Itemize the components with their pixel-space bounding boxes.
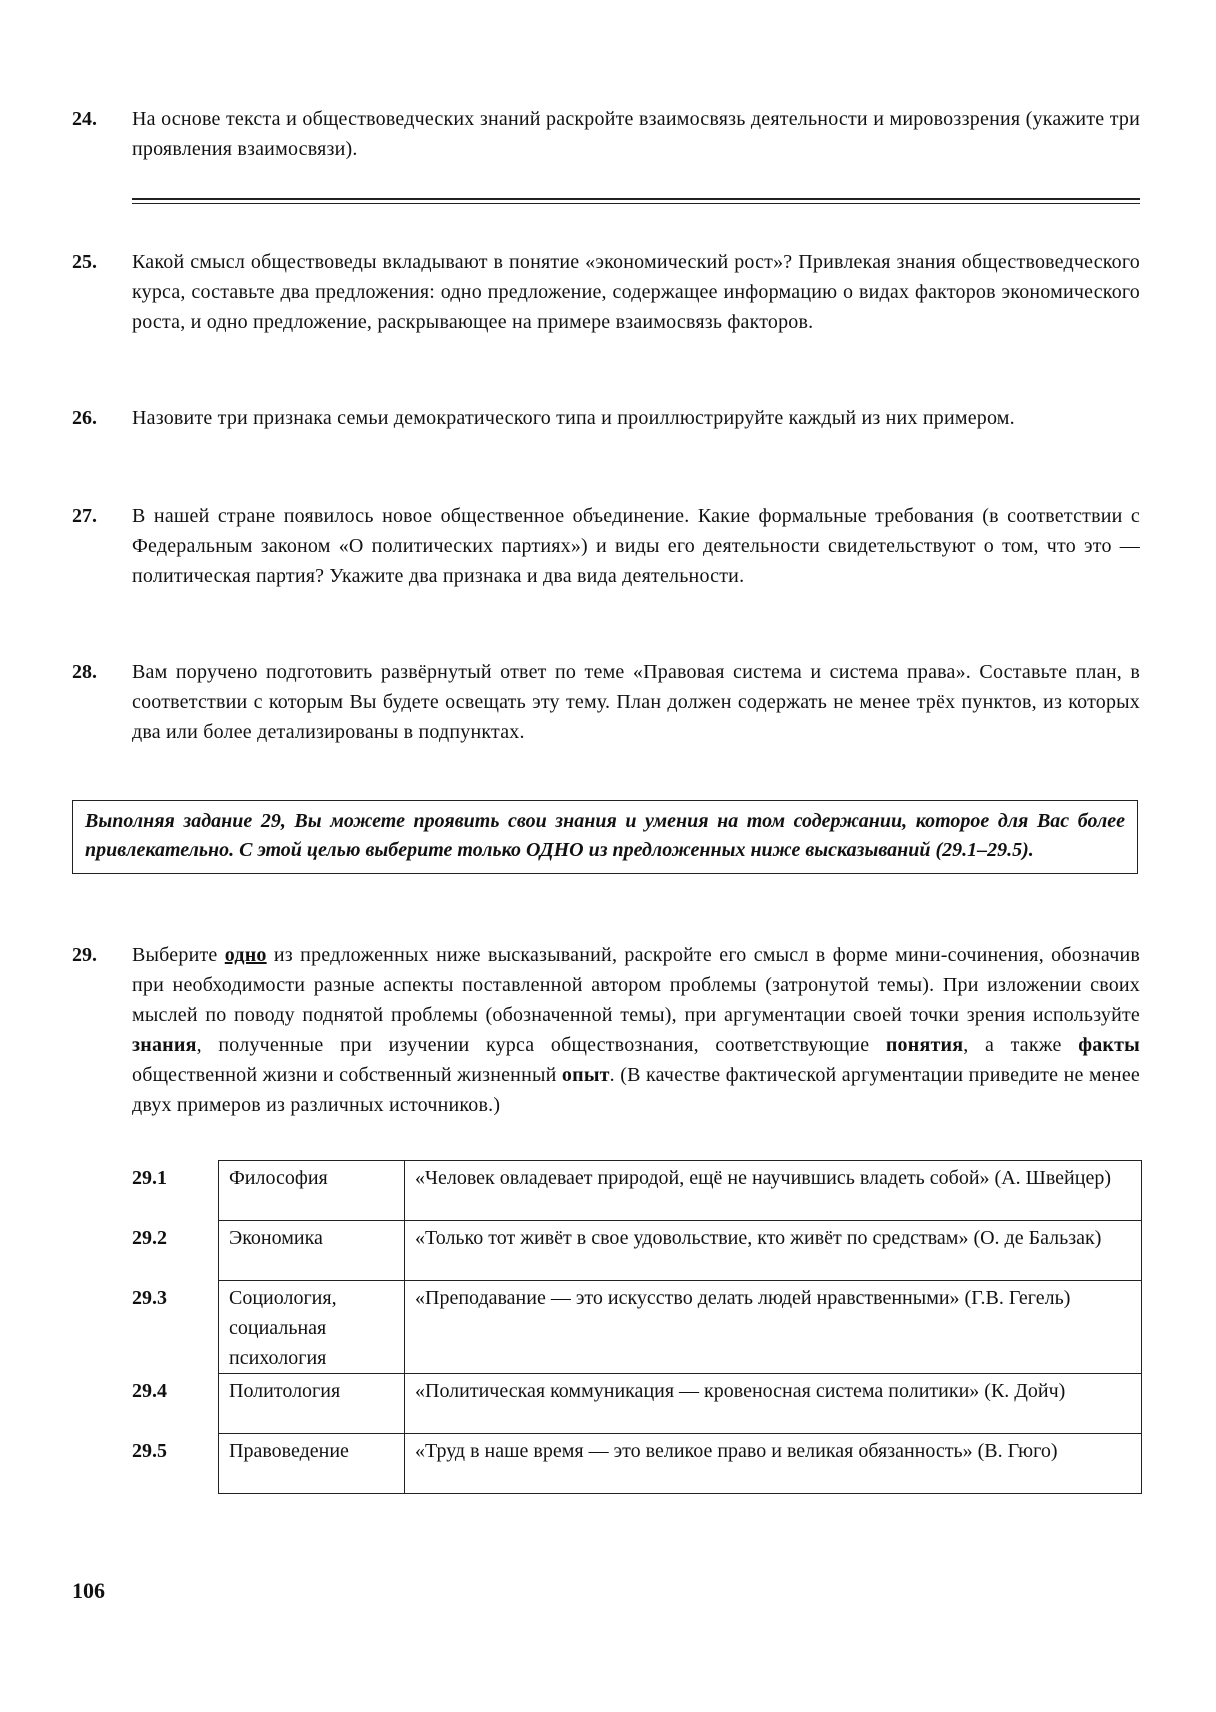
task-number: 26. (72, 407, 97, 429)
task-number: 24. (72, 108, 97, 130)
answer-line (132, 198, 1140, 200)
quotes-table (132, 1160, 1142, 1494)
task-text: В нашей стране появилось новое общественное объединение. Какие формальные требования (в соответствии с Федеральным законом «О политических партиях») и виды его деятельности свидетельствуют о том, что это — политическая партия? Укажите два признака и два вида деятельности. (132, 505, 1140, 587)
task-26 (72, 403, 1140, 433)
table-row (132, 1221, 1142, 1281)
text-segment: из предложенных ниже высказываний, раскройте его смысл в форме мини-сочинения, обозначив при необходимости разные аспекты поставленной автором проблемы (затронутой темы). При изложении своих мыслей по поводу поднятой проблемы (обозначенной темы), при аргументации своей точки зрения используйте (132, 944, 1141, 1026)
text-segment: Выберите (132, 944, 225, 966)
option-subject: Философия (219, 1161, 405, 1221)
option-subject: Политология (219, 1374, 405, 1434)
emphasis-knowledge: знания (132, 1034, 197, 1056)
table-row (132, 1281, 1142, 1374)
emphasis-one: одно (224, 944, 267, 966)
emphasis-concepts: понятия (885, 1034, 964, 1056)
option-quote: «Преподавание — это искусство делать людей нравственными» (Г.В. Гегель) (405, 1281, 1142, 1374)
option-subject: Социология, социальная психология (219, 1281, 405, 1374)
text-segment: общественной жизни и собственный жизненный (132, 1064, 562, 1086)
task-25 (72, 247, 1140, 337)
table-row (132, 1161, 1142, 1221)
task-28 (72, 657, 1140, 747)
option-id: 29.3 (132, 1286, 167, 1309)
task-text: Вам поручено подготовить развёрнутый ответ по теме «Правовая система и система права». Составьте план, в соответствии с которым Вы будете освещать эту тему. План должен содержать не менее трёх пунктов, из которых два или более детализированы в подпунктах. (132, 661, 1140, 743)
task-text: Назовите три признака семьи демократического типа и проиллюстрируйте каждый из них примером. (132, 407, 1015, 429)
task-text: Какой смысл обществоведы вкладывают в понятие «экономический рост»? Привлекая знания обществоведческого курса, составьте два предложения: одно предложение, содержащее информацию о видах факторов экономического роста, и одно предложение, раскрывающее на примере взаимосвязь факторов. (132, 251, 1140, 333)
emphasis-experience: опыт (561, 1064, 610, 1086)
task-number: 29. (72, 944, 97, 966)
emphasis-facts: факты (1078, 1034, 1140, 1056)
instruction-box: Выполняя задание 29, Вы можете проявить свои знания и умения на том содержании, которое для Вас более привлекательно. С этой целью выберите только ОДНО из предложенных ниже высказываний (29.1–29.5). (72, 800, 1138, 874)
task-text (132, 940, 1140, 1120)
option-id: 29.4 (132, 1379, 167, 1402)
option-quote: «Только тот живёт в свое удовольствие, кто живёт по средствам» (О. де Бальзак) (405, 1221, 1142, 1281)
task-24 (72, 104, 1140, 164)
option-id: 29.5 (132, 1439, 167, 1462)
text-segment: , а также (963, 1034, 1079, 1056)
task-number: 25. (72, 251, 97, 273)
option-quote: «Труд в наше время — это великое право и великая обязанность» (В. Гюго) (405, 1434, 1142, 1494)
text-segment: , полученные при изучении курса обществознания, соответствующие (196, 1034, 886, 1056)
table-row (132, 1434, 1142, 1494)
option-subject: Экономика (219, 1221, 405, 1281)
answer-line (132, 203, 1140, 204)
task-number: 27. (72, 505, 97, 527)
table-row (132, 1374, 1142, 1434)
text-segment: . (В качестве фактической аргументации приведите не менее двух примеров из различных источников.) (132, 1064, 1140, 1116)
task-29 (72, 940, 1140, 1120)
option-subject: Правоведение (219, 1434, 405, 1494)
page-number: 106 (72, 1578, 105, 1603)
option-id: 29.1 (132, 1166, 167, 1189)
option-quote: «Человек овладевает природой, ещё не научившись владеть собой» (А. Швейцер) (405, 1161, 1142, 1221)
task-27 (72, 501, 1140, 591)
task-text: На основе текста и обществоведческих знаний раскройте взаимосвязь деятельности и мировоззрения (укажите три проявления взаимосвязи). (132, 108, 1140, 160)
option-id: 29.2 (132, 1226, 167, 1249)
option-quote: «Политическая коммуникация — кровеносная система политики» (К. Дойч) (405, 1374, 1142, 1434)
task-number: 28. (72, 661, 97, 683)
